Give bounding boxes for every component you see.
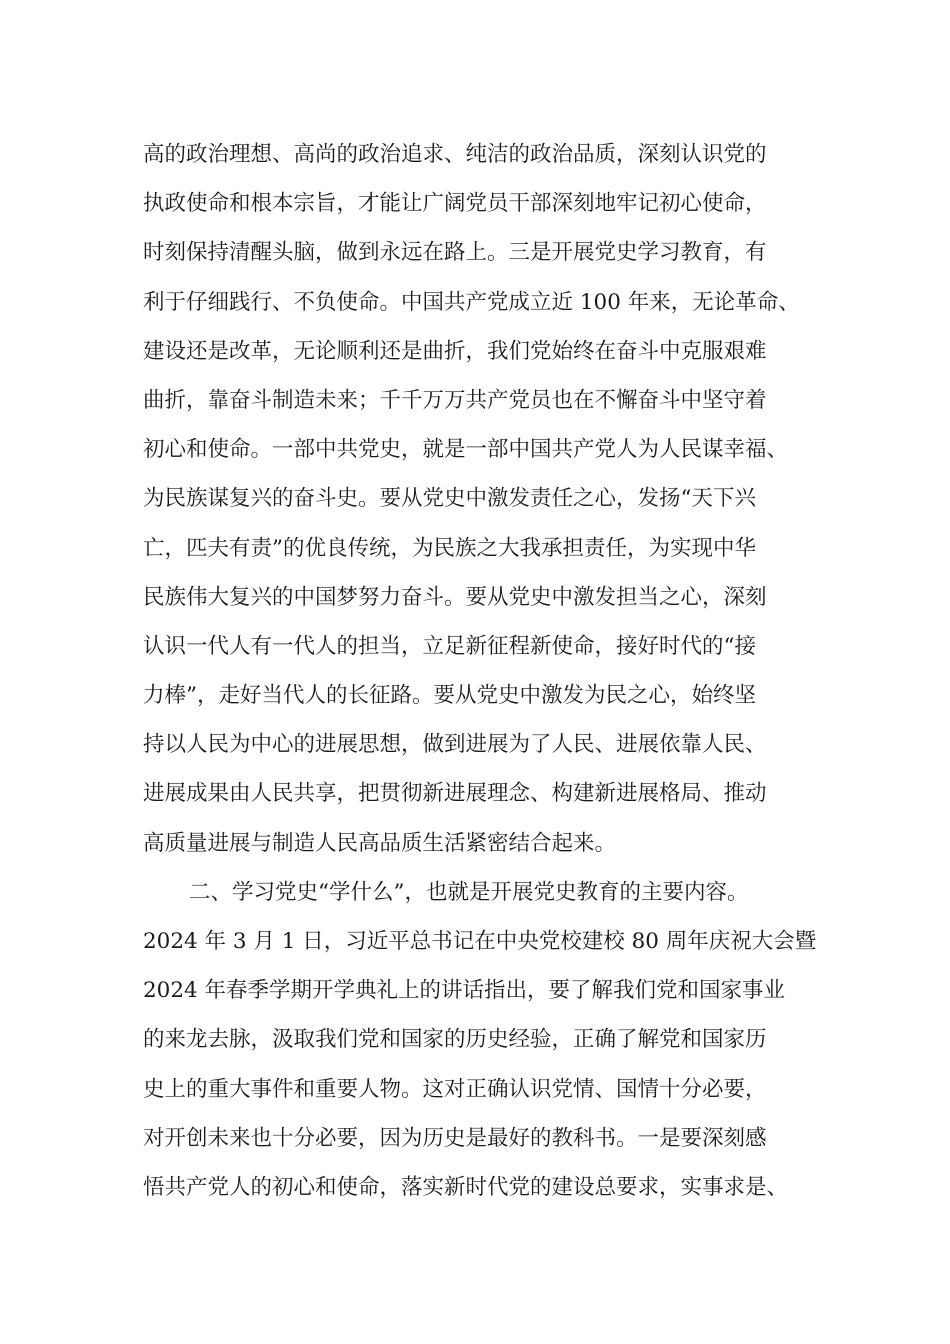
text-line: 为民族谋复兴的奋斗史。要从党史中激发责任之心，发扬“天下兴 bbox=[143, 486, 756, 512]
text-line: 建设还是改革，无论顺利还是曲折，我们党始终在奋斗中克服艰难 bbox=[143, 338, 767, 364]
text-line: 利于仔细践行、不负使命。中国共产党成立近 100 年来，无论革命、 bbox=[143, 289, 800, 315]
text-line: 持以人民为中心的进展思想，做到进展为了人民、进展依靠人民、 bbox=[143, 732, 767, 758]
text-line: 高质量进展与制造人民高品质生活紧密结合起来。 bbox=[143, 830, 617, 856]
text-line: 亡，匹夫有责”的优良传统，为民族之大我承担责任，为实现中华 bbox=[143, 535, 756, 561]
body-text bbox=[143, 130, 833, 1212]
text-line: 高的政治理想、高尚的政治追求、纯洁的政治品质，深刻认识党的 bbox=[143, 142, 767, 167]
text-line: 悟共产党人的初心和使命，落实新时代党的建设总要求，实事求是、 bbox=[143, 1174, 789, 1200]
text-line: 曲折，靠奋斗制造未来；千千万万共产党员也在不懈奋斗中坚守着 bbox=[143, 387, 767, 413]
paragraph-start-line: 二、学习党史“学什么”，也就是开展党史教育的主要内容。 bbox=[189, 879, 749, 905]
text-line: 2024 年春季学期开学典礼上的讲话指出，要了解我们党和国家事业 bbox=[143, 978, 786, 1004]
text-line: 时刻保持清醒头脑，做到永远在路上。三是开展党史学习教育，有 bbox=[143, 240, 767, 266]
text-line: 执政使命和根本宗旨，才能让广阔党员干部深刻地牢记初心使命， bbox=[143, 191, 767, 217]
text-line: 初心和使命。一部中共党史，就是一部中国共产党人为人民谋幸福、 bbox=[143, 437, 789, 463]
text-line: 对开创未来也十分必要，因为历史是最好的教科书。一是要深刻感 bbox=[143, 1125, 767, 1151]
text-line: 力棒”，走好当代人的长征路。要从党史中激发为民之心，始终坚 bbox=[143, 683, 756, 709]
text-line: 认识一代人有一代人的担当，立足新征程新使命，接好时代的“接 bbox=[143, 633, 756, 659]
text-line: 进展成果由人民共享，把贯彻新进展理念、构建新进展格局、推动 bbox=[143, 781, 767, 807]
text-line: 民族伟大复兴的中国梦努力奋斗。要从党史中激发担当之心，深刻 bbox=[143, 584, 767, 610]
text-line: 2024 年 3 月 1 日，习近平总书记在中央党校建校 80 周年庆祝大会暨 bbox=[143, 929, 817, 954]
text-line: 史上的重大事件和重要人物。这对正确认识党情、国情十分必要， bbox=[143, 1076, 767, 1102]
text-line: 的来龙去脉，汲取我们党和国家的历史经验，正确了解党和国家历 bbox=[143, 1027, 767, 1053]
